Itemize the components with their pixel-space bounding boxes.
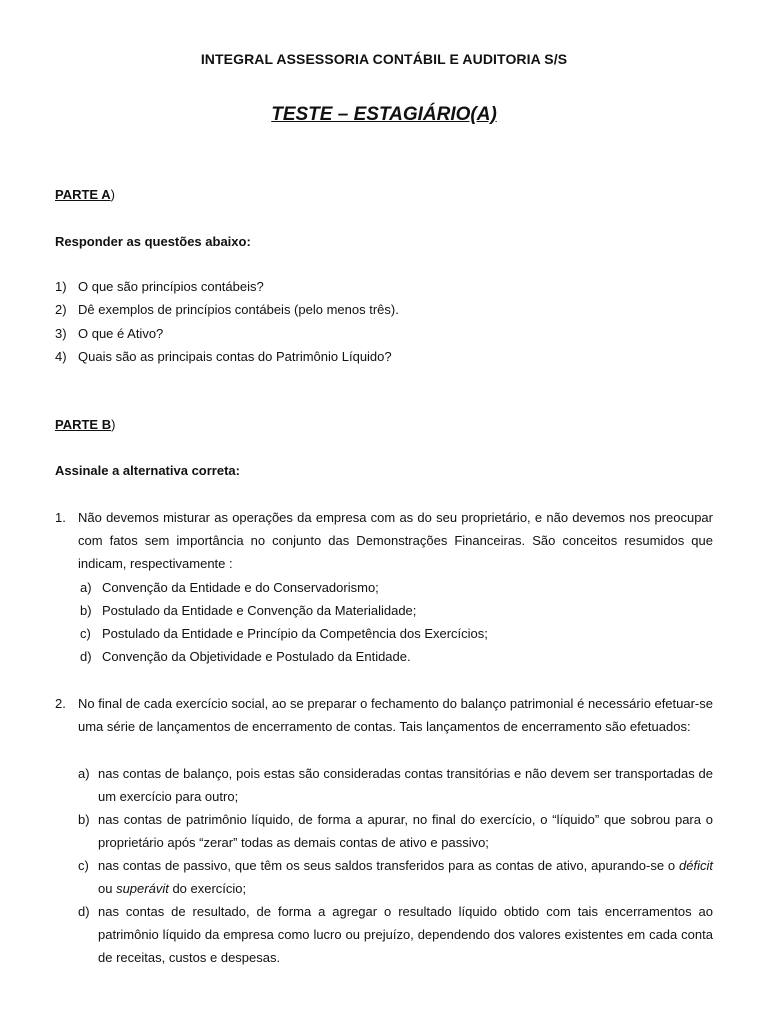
part-a-instruction: Responder as questões abaixo: <box>55 234 251 249</box>
question-text: O que são princípios contábeis? <box>78 279 264 294</box>
question-text: Dê exemplos de princípios contábeis (pelo menos três). <box>78 302 399 317</box>
option-text: Postulado da Entidade e Princípio da Competência dos Exercícios; <box>102 626 488 641</box>
option-letter: c) <box>80 626 91 641</box>
list-item <box>55 345 392 368</box>
question-1 <box>55 506 713 575</box>
question-number: 2. <box>55 696 66 711</box>
list-item <box>55 298 399 321</box>
question-text: No final de cada exercício social, ao se preparar o fechamento do balanço patrimonial é necessário efetuar-se uma série de lançamentos de encerramento de contas. Tais lançamentos de encerramento são efetuados: <box>78 696 713 734</box>
option-letter: b) <box>78 812 90 827</box>
option-d <box>78 900 713 969</box>
part-a-heading <box>55 187 115 202</box>
question-text: Não devemos misturar as operações da empresa com as do seu proprietário, e não devemos nos preocupar com fatos sem importância no conjunto das Demonstrações Financeiras. São conceitos resumidos que indicam, respectivamente : <box>78 510 713 571</box>
option-c <box>80 622 488 645</box>
option-text-part: ou <box>98 881 117 896</box>
question-number: 1. <box>55 510 66 525</box>
list-item <box>55 322 163 345</box>
question-number: 1) <box>55 279 67 294</box>
option-letter: b) <box>80 603 92 618</box>
question-number: 2) <box>55 302 67 317</box>
option-text: Convenção da Objetividade e Postulado da Entidade. <box>102 649 411 664</box>
option-text-part: do exercício; <box>168 881 247 896</box>
option-b <box>78 808 713 854</box>
option-letter: a) <box>80 580 92 595</box>
deficit-term: déficit <box>679 858 713 873</box>
superavit-term: superávit <box>116 881 169 896</box>
option-letter: d) <box>78 904 90 919</box>
option-text-part: nas contas de passivo, que têm os seus saldos transferidos para as contas de ativo, apurando-se o <box>98 858 680 873</box>
option-c <box>78 854 713 900</box>
option-b <box>80 599 416 622</box>
document-title: TESTE – ESTAGIÁRIO(A) <box>271 104 497 125</box>
part-a-label: PARTE A <box>55 187 111 202</box>
option-d <box>80 645 411 668</box>
option-text: nas contas de patrimônio líquido, de forma a apurar, no final do exercício, o “líquido” que sobrou para o proprietário após “zerar” todas as demais contas de ativo e passivo; <box>98 812 713 850</box>
option-text: nas contas de resultado, de forma a agregar o resultado líquido obtido com tais encerramentos ao patrimônio líquido da empresa como lucro ou prejuízo, dependendo dos valores existentes em cada conta de receitas, custos e despesas. <box>98 904 713 965</box>
question-number: 3) <box>55 326 67 341</box>
option-text: nas contas de balanço, pois estas são consideradas contas transitórias e não devem ser transportadas de um exercício para outro; <box>98 766 713 804</box>
option-letter: c) <box>78 858 89 873</box>
question-2 <box>55 692 713 738</box>
part-b-instruction: Assinale a alternativa correta: <box>55 463 240 478</box>
question-text: O que é Ativo? <box>78 326 164 341</box>
option-text: Convenção da Entidade e do Conservadorismo; <box>102 580 379 595</box>
part-b-paren: ) <box>111 417 116 432</box>
part-a-paren: ) <box>110 187 115 202</box>
option-a <box>80 576 379 599</box>
option-text <box>98 854 713 900</box>
company-name: INTEGRAL ASSESSORIA CONTÁBIL E AUDITORIA S/S <box>200 51 568 67</box>
question-number: 4) <box>55 349 67 364</box>
question-text: Quais são as principais contas do Patrimônio Líquido? <box>78 349 392 364</box>
option-letter: d) <box>80 649 92 664</box>
part-b-heading <box>55 417 115 432</box>
option-text: Postulado da Entidade e Convenção da Materialidade; <box>102 603 417 618</box>
part-b-label: PARTE B <box>55 417 112 432</box>
list-item <box>55 275 264 298</box>
option-a <box>78 762 713 808</box>
option-letter: a) <box>78 766 90 781</box>
